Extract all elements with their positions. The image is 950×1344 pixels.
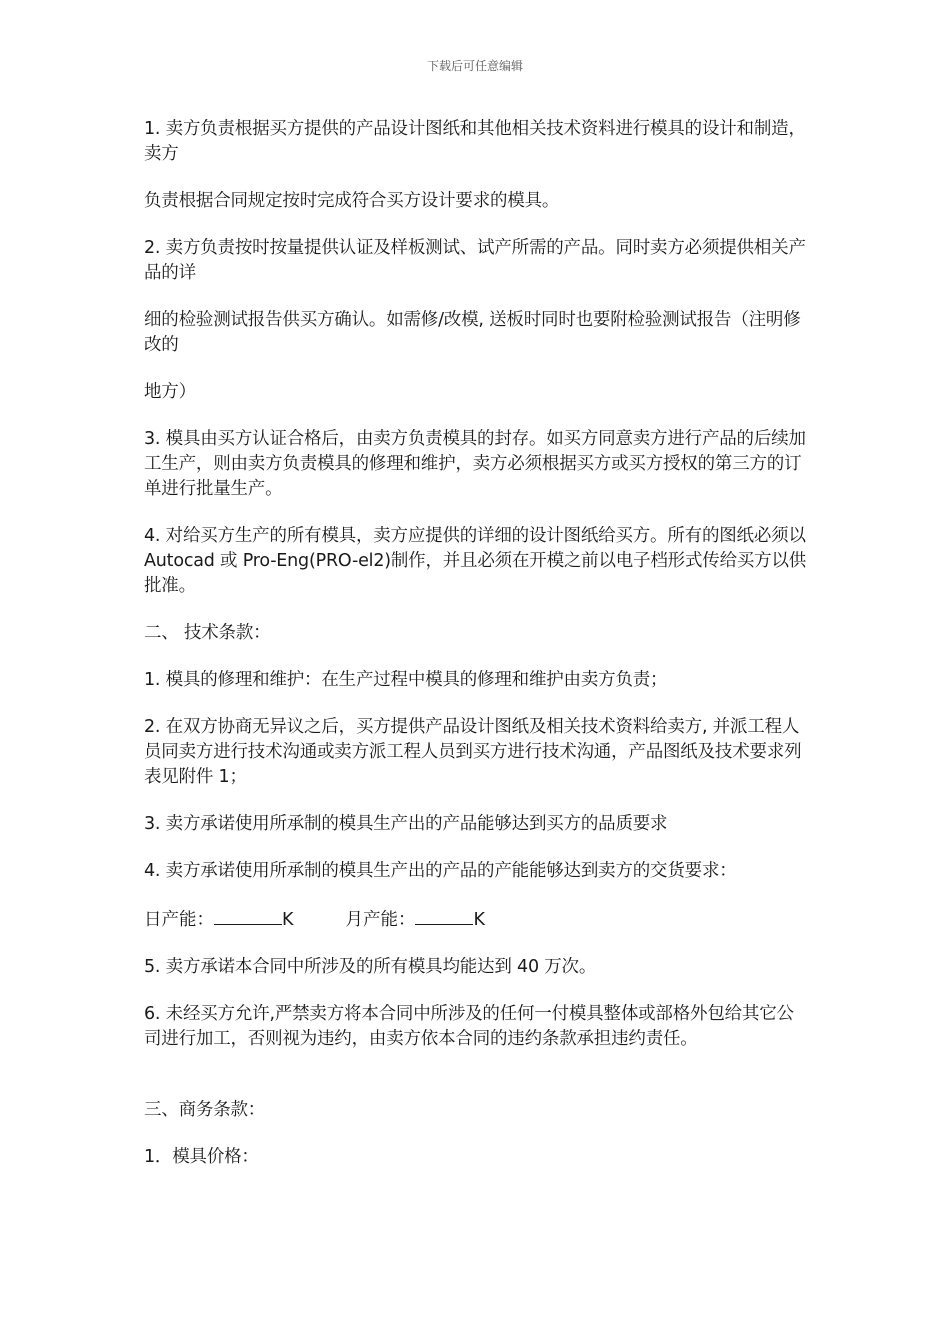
capacity-row — [144, 906, 809, 933]
paragraph: 3. 模具由买方认证合格后，由卖方负责模具的封存。如买方同意卖方进行产品的后续加工生产，则由卖方负责模具的修理和维护，卖方必须根据买方或买方授权的第三方的订单进行批量生产。 — [144, 429, 806, 499]
paragraph: 6. 未经买方允许,严禁卖方将本合同中所涉及的任何一付模具整体或部格外包给其它公司进行加工，否则视为违约，由卖方依本合同的违约条款承担违约责任。 — [144, 1004, 794, 1049]
header-note: 下载后可任意编辑 — [426, 59, 523, 73]
paragraph: 负责根据合同规定按时完成符合买方设计要求的模具。 — [144, 191, 560, 211]
paragraph: 4. 卖方承诺使用所承制的模具生产出的产品的产能能够达到卖方的交货要求： — [144, 861, 737, 881]
paragraph: 2. 在双方协商无异议之后，买方提供产品设计图纸及相关技术资料给卖方, 并派工程人员同卖方进行技术沟通或卖方派工程人员到买方进行技术沟通，产品图纸及技术要求列表见附件 1； — [144, 717, 802, 787]
paragraph: 3. 卖方承诺使用所承制的模具生产出的产品能够达到买方的品质要求 — [144, 814, 668, 834]
paragraph: 4. 对给买方生产的所有模具，卖方应提供的详细的设计图纸给买方。所有的图纸必须以 Autocad 或 Pro-Eng(PRO-el2)制作，并且必须在开模之前以电子档形式传给买方以供批准。 — [144, 526, 807, 596]
monthly-capacity-unit: K — [473, 910, 485, 930]
paragraph: 5. 卖方承诺本合同中所涉及的所有模具均能达到 40 万次。 — [144, 957, 597, 977]
document-body — [144, 117, 809, 1192]
paragraph: 1．模具价格： — [144, 1147, 259, 1167]
section-heading-commercial-terms: 三、商务条款： — [144, 1100, 266, 1120]
monthly-capacity-blank — [415, 906, 473, 925]
paragraph: 1. 模具的修理和维护：在生产过程中模具的修理和维护由卖方负责； — [144, 670, 668, 690]
paragraph: 细的检验测试报告供买方确认。如需修/改模, 送板时同时也要附检验测试报告（注明修改的 — [144, 310, 801, 355]
daily-capacity — [144, 906, 293, 933]
monthly-capacity — [345, 906, 484, 933]
paragraph: 地方） — [144, 382, 196, 402]
paragraph: 1. 卖方负责根据买方提供的产品设计图纸和其他相关技术资料进行模具的设计和制造，卖方 — [144, 119, 806, 164]
section-heading-technical-terms: 二、 技术条款： — [144, 623, 271, 643]
daily-capacity-blank — [214, 906, 282, 925]
daily-capacity-unit: K — [282, 910, 294, 930]
monthly-capacity-label: 月产能： — [345, 910, 416, 930]
daily-capacity-label: 日产能： — [144, 910, 214, 930]
paragraph: 2. 卖方负责按时按量提供认证及样板测试、试产所需的产品。同时卖方必须提供相关产品的详 — [144, 238, 806, 283]
